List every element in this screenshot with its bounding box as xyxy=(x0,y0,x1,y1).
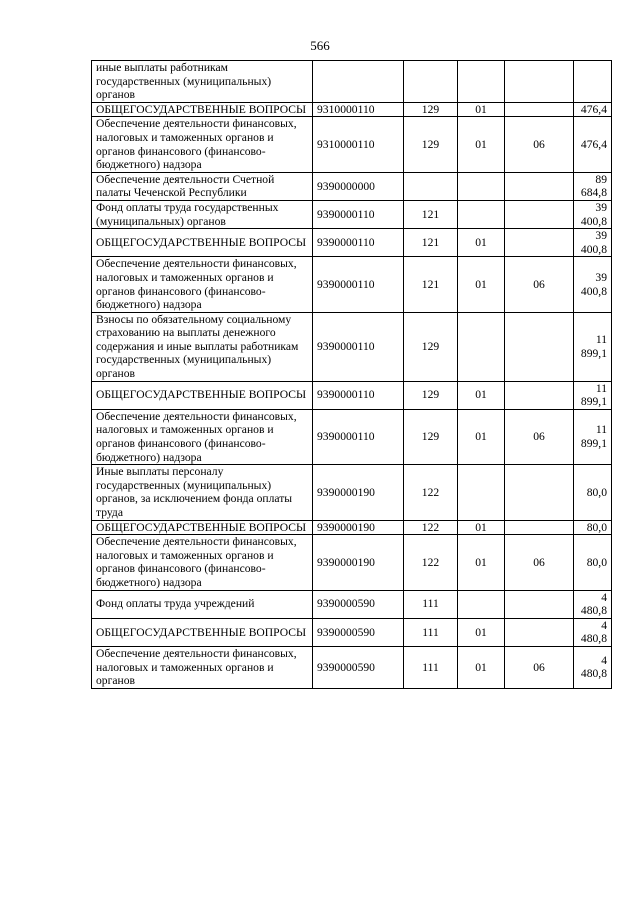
expense-type-cell: 121 xyxy=(404,200,458,228)
section-cell xyxy=(458,312,505,381)
row-name-cell: ОБЩЕГОСУДАРСТВЕННЫЕ ВОПРОСЫ xyxy=(92,229,313,257)
expense-type-cell: 122 xyxy=(404,520,458,535)
expense-type-cell xyxy=(404,61,458,103)
amount-cell: 39 400,8 xyxy=(574,200,612,228)
target-article-code-cell: 9390000590 xyxy=(313,618,404,646)
subsection-cell: 06 xyxy=(505,646,574,688)
target-article-code-cell: 9310000110 xyxy=(313,102,404,117)
amount-cell: 476,4 xyxy=(574,117,612,172)
expense-type-cell: 122 xyxy=(404,465,458,520)
amount-cell: 39 400,8 xyxy=(574,229,612,257)
table-row xyxy=(92,172,612,200)
table-row xyxy=(92,312,612,381)
subsection-cell xyxy=(505,312,574,381)
row-name-cell: Обеспечение деятельности финансовых, налоговых и таможенных органов и органов финансового (финансово-бюджетного) надзора xyxy=(92,117,313,172)
row-name-cell: Обеспечение деятельности финансовых, налоговых и таможенных органов и органов финансового (финансово-бюджетного) надзора xyxy=(92,409,313,464)
table-row xyxy=(92,229,612,257)
section-cell: 01 xyxy=(458,381,505,409)
table-row xyxy=(92,520,612,535)
amount-cell: 80,0 xyxy=(574,465,612,520)
subsection-cell xyxy=(505,229,574,257)
target-article-code-cell: 9390000110 xyxy=(313,229,404,257)
subsection-cell: 06 xyxy=(505,535,574,590)
subsection-cell xyxy=(505,172,574,200)
row-name-cell: Обеспечение деятельности финансовых, налоговых и таможенных органов и органов финансового (финансово-бюджетного) надзора xyxy=(92,257,313,312)
subsection-cell xyxy=(505,590,574,618)
table-row xyxy=(92,646,612,688)
target-article-code-cell: 9390000110 xyxy=(313,409,404,464)
expense-type-cell: 122 xyxy=(404,535,458,590)
expense-type-cell: 129 xyxy=(404,409,458,464)
table-row xyxy=(92,117,612,172)
row-name-cell: Обеспечение деятельности финансовых, налоговых и таможенных органов и органов финансового (финансово-бюджетного) надзора xyxy=(92,535,313,590)
table-row xyxy=(92,381,612,409)
expense-type-cell: 129 xyxy=(404,381,458,409)
section-cell: 01 xyxy=(458,229,505,257)
row-name-cell: ОБЩЕГОСУДАРСТВЕННЫЕ ВОПРОСЫ xyxy=(92,618,313,646)
amount-cell: 39 400,8 xyxy=(574,257,612,312)
budget-table xyxy=(91,60,612,689)
expense-type-cell: 121 xyxy=(404,229,458,257)
table-row xyxy=(92,618,612,646)
table-row xyxy=(92,465,612,520)
row-name-cell: ОБЩЕГОСУДАРСТВЕННЫЕ ВОПРОСЫ xyxy=(92,381,313,409)
target-article-code-cell xyxy=(313,61,404,103)
row-name-cell: ОБЩЕГОСУДАРСТВЕННЫЕ ВОПРОСЫ xyxy=(92,102,313,117)
target-article-code-cell: 9390000190 xyxy=(313,520,404,535)
section-cell: 01 xyxy=(458,618,505,646)
table-row xyxy=(92,257,612,312)
section-cell xyxy=(458,172,505,200)
subsection-cell xyxy=(505,465,574,520)
subsection-cell: 06 xyxy=(505,117,574,172)
amount-cell: 11 899,1 xyxy=(574,409,612,464)
target-article-code-cell: 9390000190 xyxy=(313,535,404,590)
expense-type-cell: 111 xyxy=(404,646,458,688)
section-cell: 01 xyxy=(458,102,505,117)
target-article-code-cell: 9390000590 xyxy=(313,646,404,688)
table-row xyxy=(92,61,612,103)
subsection-cell xyxy=(505,381,574,409)
amount-cell: 4 480,8 xyxy=(574,590,612,618)
amount-cell: 11 899,1 xyxy=(574,381,612,409)
target-article-code-cell: 9310000110 xyxy=(313,117,404,172)
amount-cell: 11 899,1 xyxy=(574,312,612,381)
row-name-cell: Обеспечение деятельности финансовых, налоговых и таможенных органов и органов xyxy=(92,646,313,688)
row-name-cell: Иные выплаты персоналу государственных (муниципальных) органов, за исключением фонда оплаты труда xyxy=(92,465,313,520)
expense-type-cell: 129 xyxy=(404,312,458,381)
subsection-cell: 06 xyxy=(505,257,574,312)
target-article-code-cell: 9390000190 xyxy=(313,465,404,520)
table-row xyxy=(92,409,612,464)
row-name-cell: Взносы по обязательному социальному страхованию на выплаты денежного содержания и иные выплаты работникам государственных (муниципальных) органов xyxy=(92,312,313,381)
expense-type-cell: 129 xyxy=(404,102,458,117)
target-article-code-cell: 9390000110 xyxy=(313,312,404,381)
section-cell: 01 xyxy=(458,646,505,688)
expense-type-cell xyxy=(404,172,458,200)
target-article-code-cell: 9390000590 xyxy=(313,590,404,618)
row-name-cell: иные выплаты работникам государственных (муниципальных) органов xyxy=(92,61,313,103)
row-name-cell: Фонд оплаты труда учреждений xyxy=(92,590,313,618)
table-row xyxy=(92,102,612,117)
section-cell: 01 xyxy=(458,117,505,172)
row-name-cell: Фонд оплаты труда государственных (муниципальных) органов xyxy=(92,200,313,228)
target-article-code-cell: 9390000110 xyxy=(313,200,404,228)
subsection-cell xyxy=(505,61,574,103)
amount-cell: 4 480,8 xyxy=(574,618,612,646)
section-cell: 01 xyxy=(458,535,505,590)
section-cell xyxy=(458,61,505,103)
table-row xyxy=(92,535,612,590)
table-row xyxy=(92,590,612,618)
amount-cell: 80,0 xyxy=(574,535,612,590)
expense-type-cell: 111 xyxy=(404,618,458,646)
table-row xyxy=(92,200,612,228)
section-cell xyxy=(458,590,505,618)
row-name-cell: Обеспечение деятельности Счетной палаты Чеченской Республики xyxy=(92,172,313,200)
subsection-cell: 06 xyxy=(505,409,574,464)
section-cell: 01 xyxy=(458,257,505,312)
amount-cell: 80,0 xyxy=(574,520,612,535)
amount-cell xyxy=(574,61,612,103)
amount-cell: 89 684,8 xyxy=(574,172,612,200)
expense-type-cell: 129 xyxy=(404,117,458,172)
amount-cell: 476,4 xyxy=(574,102,612,117)
expense-type-cell: 111 xyxy=(404,590,458,618)
section-cell xyxy=(458,200,505,228)
page-number: 566 xyxy=(310,38,330,53)
section-cell: 01 xyxy=(458,409,505,464)
target-article-code-cell: 9390000110 xyxy=(313,381,404,409)
section-cell: 01 xyxy=(458,520,505,535)
subsection-cell xyxy=(505,200,574,228)
section-cell xyxy=(458,465,505,520)
expense-type-cell: 121 xyxy=(404,257,458,312)
amount-cell: 4 480,8 xyxy=(574,646,612,688)
target-article-code-cell: 9390000110 xyxy=(313,257,404,312)
row-name-cell: ОБЩЕГОСУДАРСТВЕННЫЕ ВОПРОСЫ xyxy=(92,520,313,535)
subsection-cell xyxy=(505,102,574,117)
budget-table-body xyxy=(92,61,612,689)
subsection-cell xyxy=(505,618,574,646)
target-article-code-cell: 9390000000 xyxy=(313,172,404,200)
subsection-cell xyxy=(505,520,574,535)
